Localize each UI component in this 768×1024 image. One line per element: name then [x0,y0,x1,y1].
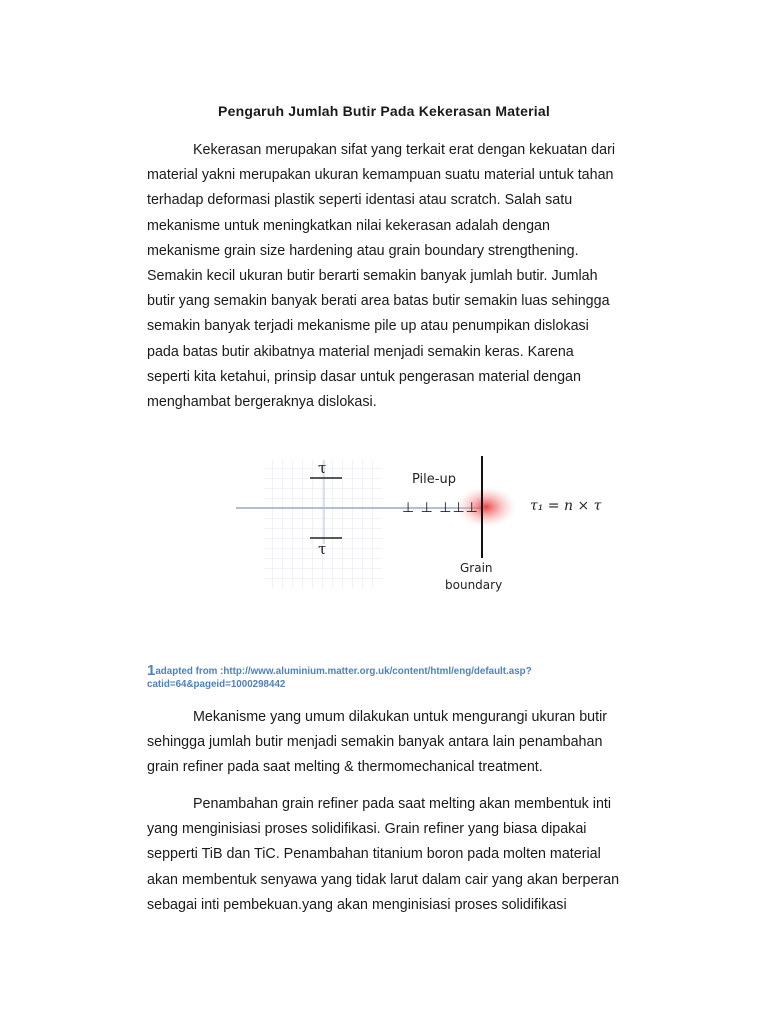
text-line: butir yang semakin banyak berati area batas butir semakin luas sehingga [147,293,610,310]
caption-source-link[interactable]: adapted from :http://www.aluminium.matter.org.uk/content/html/eng/default.asp? [155,666,532,677]
text-line: mekanisme untuk meningkatkan nilai kekerasan adalah dengan [147,217,550,234]
paragraph-2 [147,705,677,781]
text-line: material yakni merupakan ukuran kemampuan suatu material untuk tahan [147,167,614,184]
tau-bottom-label: τ [318,540,327,558]
pileup-diagram [232,448,622,608]
text-line: grain refiner pada saat melting & thermomechanical treatment. [147,759,543,776]
text-line: Semakin kecil ukuran butir berarti semakin banyak jumlah butir. Jumlah [147,268,598,285]
pileup-figure [232,448,622,608]
text-line: Mekanisme yang umum dilakukan untuk mengurangi ukuran butir [193,709,608,725]
pileup-label: Pile-up [412,472,456,487]
text-line: mekanisme grain size hardening atau grain boundary strengthening. [147,242,579,259]
text-line: sebagai inti pembekuan.yang akan menginisiasi proses solidifikasi [147,896,567,913]
text-line: seperti kita ketahui, prinsip dasar untuk pengerasan material dengan [147,368,581,385]
text-line: Kekerasan merupakan sifat yang terkait erat dengan kekuatan dari [193,142,616,158]
paragraph-3 [147,792,677,918]
grain-label: Grain [460,561,493,575]
text-line: menghambat bergeraknya dislokasi. [147,394,377,411]
text-line: sehingga jumlah butir menjadi semakin banyak antara lain penambahan [147,734,603,751]
text-line: Penambahan grain refiner pada saat melting akan membentuk inti [193,796,612,812]
page-title: Pengaruh Jumlah Butir Pada Kekerasan Material [218,103,550,119]
figure-caption [147,664,607,691]
tau-top-label: τ [318,459,327,477]
text-line: sepperti TiB dan TiC. Penambahan titanium boron pada molten material [147,846,601,863]
caption-number: 1 [147,662,156,679]
paragraph-1 [147,138,677,415]
dislocation-symbols: ⊥ ⊥ ⊥⊥⊥ [402,500,479,516]
text-line: terhadap deformasi plastik seperti identasi atau scratch. Salah satu [147,192,573,209]
caption-source-link-cont[interactable]: catid=64&pageid=1000298442 [147,679,286,690]
text-line: yang menginisiasi proses solidifikasi. Grain refiner yang biasa dipakai [147,821,587,838]
boundary-label: boundary [445,578,503,592]
equation-label: τ₁ = n × τ [530,498,602,514]
grid-background [264,460,382,588]
text-line: semakin banyak terjadi mekanisme pile up atau penumpikan dislokasi [147,318,589,335]
text-line: akan membentuk senyawa yang tidak larut dalam cair yang akan berperan [147,871,620,888]
caption-line [147,664,607,678]
text-line: pada batas butir akibatnya material menjadi semakin keras. Karena [147,343,574,360]
